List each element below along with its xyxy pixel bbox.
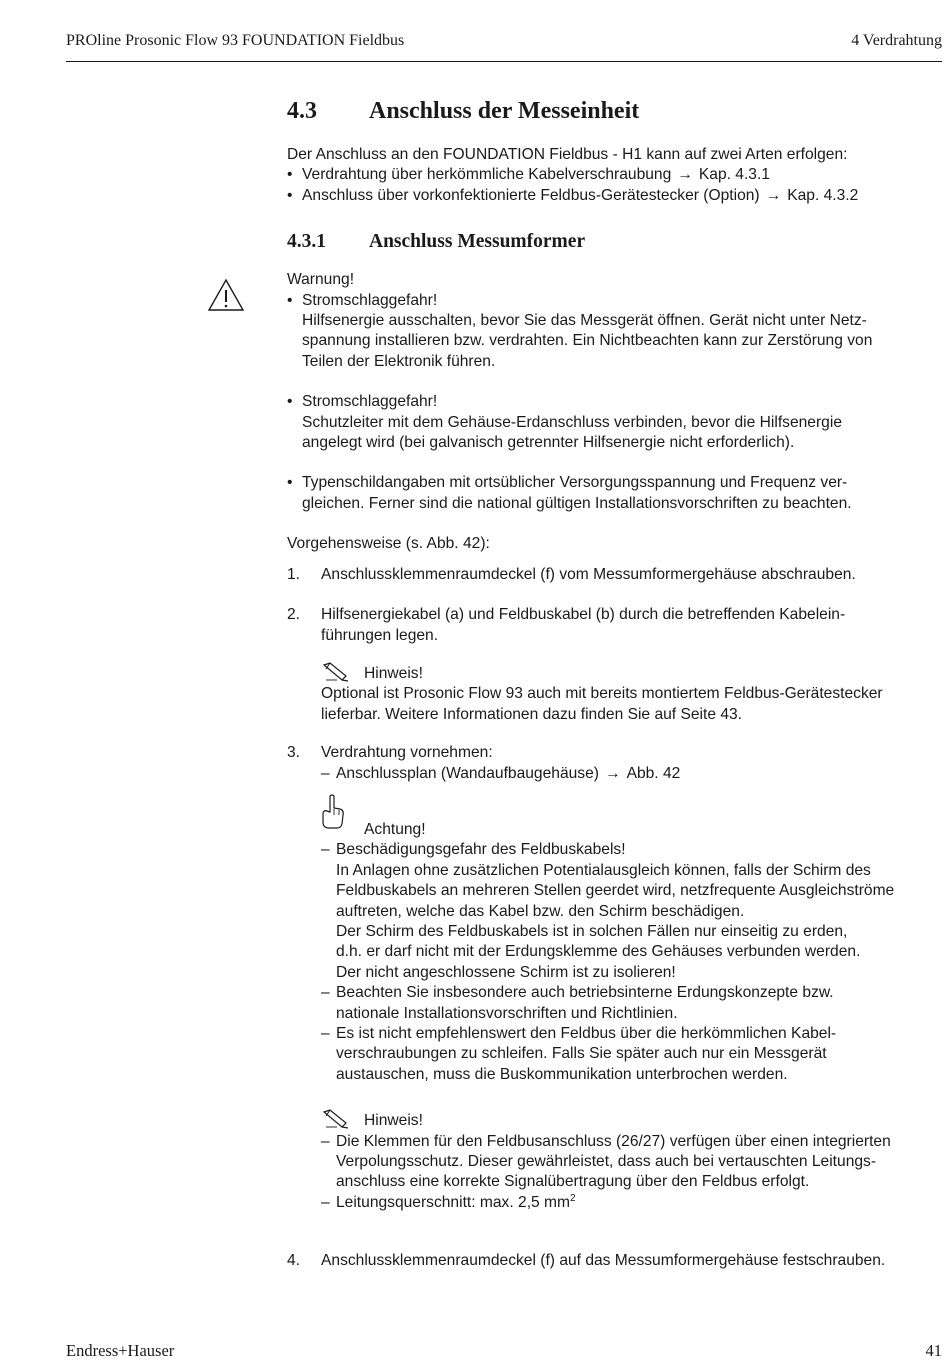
list-item: • Verdrahtung über herkömmliche Kabelverschraubung → Kap. 4.3.1 (287, 165, 947, 185)
page-content (287, 95, 947, 1272)
warning-title: Warnung! (287, 271, 355, 289)
list-item: – Beachten Sie insbesondere auch betriebsinterne Erdungskonzepte bzw. nationale Installationsvorschriften und Richtlinien. (321, 983, 947, 1024)
warning-block (287, 270, 947, 514)
list-item: – Leitungsquerschnitt: max. 2,5 $mm^2$ (321, 1193, 947, 1213)
step-item: 3. Verdrahtung vornehmen: – Anschlussplan (Wandaufbaugehäuse) → Abb. 42 Achtung! – Beschädigungsgefahr des Feldbuskabels! In Anlagen ohne zusätzlichen Potentialausgleich können, falls der Schirm des Feldbuskabels an mehreren Stellen geerdet wird, netzfrequente Ausgleichströme auftreten, welche das Kabel bzw. den Schirm beschädigen. Der Schirm des Feldbuskabels ist in solchen Fällen nur einseitig zu erden, d.h. er darf nicht mit der Erdungsklemme des Gehäuses verbunden werden. Der nicht angeschlossene Schirm ist zu isolieren! – Beachten Sie insbesondere auch betriebsinterne Erdungskonzepte bzw. nationale Installationsvorschriften und Richtlinien. – Es ist nicht empfehlenswert den Feldbus über die herkömmlichen Kabel- verschraubungen zu schleifen. Falls Sie später auch nur ein Messgerät austauschen, muss die Buskommunikation unterbrochen werden. Hinweis! – Die Klemmen für den Feldbusanschluss (26/27) verfügen über einen integrierten Verpolungsschutz. Dieser gewährleistet, dass auch bei vertauschten Leitungs- anschluss eine korrekte Signalübertragung über den Feldbus erfolgt. – Leitungsquerschnitt: max. 2,5 $mm^2$ (287, 743, 947, 1213)
note-title: Hinweis! (364, 1112, 423, 1130)
note-title: Hinweis! (364, 664, 423, 682)
step-number: 2. (287, 606, 301, 624)
page-number: 41 (925, 1341, 942, 1360)
list-item: • Stromschlaggefahr! Schutzleiter mit dem Gehäuse-Erdanschluss verbinden, bevor die Hilfsenergie angelegt wird (bei galvanisch getrennter Hilfsenergie nicht erforderlich). (287, 392, 947, 453)
arrow-right-icon: → (677, 166, 693, 184)
warning-triangle-icon (207, 278, 245, 312)
section-heading (287, 95, 947, 127)
cross-reference: Kap. 4.3.2 (787, 186, 859, 204)
subsection-title: Anschluss Messumformer (369, 231, 586, 253)
page-header (66, 28, 942, 62)
step-number: 4. (287, 1252, 301, 1270)
step-item: 1. Anschlussklemmenraumdeckel (f) vom Messumformergehäuse abschrauben. (287, 565, 947, 585)
chapter-title: 4 Verdrahtung (851, 32, 942, 49)
caution-title: Achtung! (364, 820, 426, 838)
section-number: 4.3 (287, 98, 317, 124)
arrow-right-icon: → (765, 186, 782, 204)
step-number: 1. (287, 565, 301, 583)
subsection-number: 4.3.1 (287, 231, 326, 253)
section-title: Anschluss der Messeinheit (369, 98, 640, 124)
step-item: 4. Anschlussklemmenraumdeckel (f) auf das Messumformergehäuse festschrauben. (287, 1251, 947, 1271)
pointing-hand-icon (321, 794, 347, 832)
list-item: – Beschädigungsgefahr des Feldbuskabels! In Anlagen ohne zusätzlichen Potentialausgleich können, falls der Schirm des Feldbuskabels an mehreren Stellen geerdet wird, netzfrequente Ausgleichströme auftreten, welche das Kabel bzw. den Schirm beschädigen. Der Schirm des Feldbuskabels ist in solchen Fällen nur einseitig zu erden, d.h. er darf nicht mit der Erdungsklemme des Gehäuses verbunden werden. Der nicht angeschlossene Schirm ist zu isolieren! (321, 840, 947, 983)
section-intro-block (287, 145, 947, 206)
list-item: • Stromschlaggefahr! Hilfsenergie ausschalten, bevor Sie das Messgerät öffnen. Gerät nicht unter Netz- spannung installieren bzw. verdrahten. Ein Nichtbeachten kann zur Zerstörung von Teilen der Elektronik führen. (287, 291, 947, 373)
list-item: – Anschlussplan (Wandaufbaugehäuse) → Abb. 42 (321, 764, 947, 784)
pencil-note-icon (321, 660, 349, 682)
list-item: • Typenschildangaben mit ortsüblicher Versorgungsspannung und Frequenz ver- gleichen. Ferner sind die national gültigen Installationsvorschriften zu beachten. (287, 473, 947, 514)
page-footer (66, 1341, 942, 1361)
note-block: Hinweis! Optional ist Prosonic Flow 93 auch mit bereits montiertem Feldbus-Gerätestecker lieferbar. Weitere Informationen dazu finden Sie auf Seite 43. (321, 664, 947, 725)
procedure-intro: Vorgehensweise (s. Abb. 42): (287, 535, 490, 553)
caution-block (321, 820, 947, 1085)
cross-reference: Kap. 4.3.1 (698, 166, 770, 184)
note-block (321, 1111, 947, 1213)
cross-reference: Abb. 42 (626, 764, 681, 782)
company-name: Endress+Hauser (66, 1341, 175, 1360)
section-intro: Der Anschluss an den FOUNDATION Fieldbus - H1 kann auf zwei Arten erfolgen: (287, 146, 848, 163)
list-item: • Anschluss über vorkonfektionierte Feldbus-Gerätestecker (Option) → Kap. 4.3.2 (287, 186, 947, 206)
list-item: – Die Klemmen für den Feldbusanschluss (26/27) verfügen über einen integrierten Verpolungsschutz. Dieser gewährleistet, dass auch bei vertauschten Leitungs- anschluss eine korrekte Signalübertragung über den Feldbus erfolgt. (321, 1132, 947, 1193)
step-item: 2. Hilfsenergiekabel (a) und Feldbuskabel (b) durch die betreffenden Kabelein- führungen legen. Hinweis! Optional ist Prosonic Flow 93 auch mit bereits montiertem Feldbus-Gerätestecker lieferbar. Weitere Informationen dazu finden Sie auf Seite 43. (287, 605, 947, 725)
arrow-right-icon: → (604, 764, 621, 782)
subsection-heading (287, 229, 947, 255)
document-title: PROline Prosonic Flow 93 FOUNDATION Fieldbus (66, 32, 405, 49)
superscript: 2 (570, 1192, 576, 1204)
pencil-note-icon (321, 1107, 349, 1129)
list-item: – Es ist nicht empfehlenswert den Feldbus über die herkömmlichen Kabel- verschraubungen zu schleifen. Falls Sie später auch nur ein Messgerät austauschen, muss die Buskommunikation unterbrochen werden. (321, 1024, 947, 1085)
step-number: 3. (287, 744, 301, 762)
